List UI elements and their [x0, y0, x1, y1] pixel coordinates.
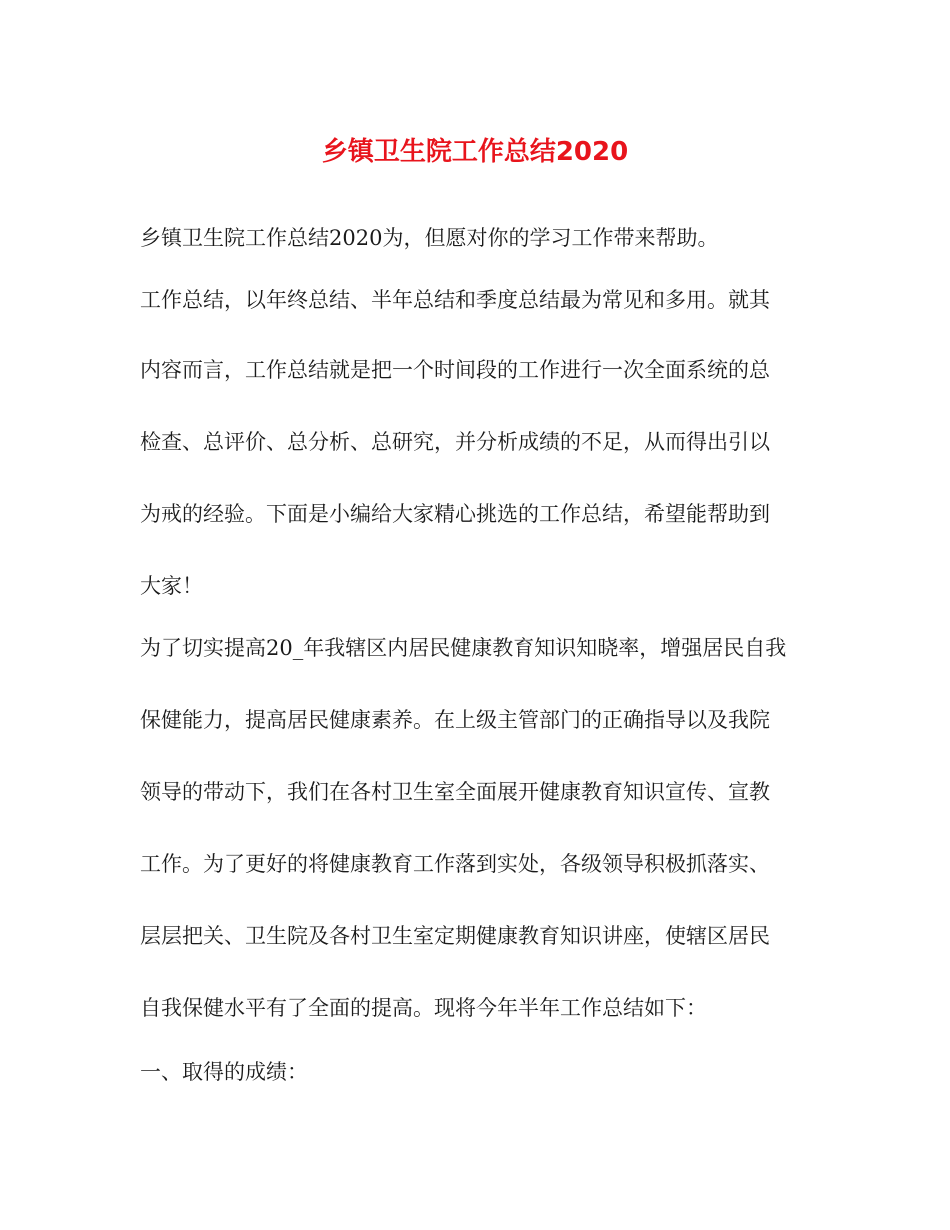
- section-heading: 一、取得的成绩：: [140, 1060, 308, 1084]
- paragraph-line: 工作。为了更好的将健康教育工作落到实处，各级领导积极抓落实、: [140, 852, 770, 876]
- intro-line: 乡镇卫生院工作总结2020为，但愿对你的学习工作带来帮助。: [140, 226, 719, 250]
- paragraph-line: 工作总结，以年终总结、半年总结和季度总结最为常见和多用。就其: [140, 288, 770, 312]
- paragraph-line: 领导的带动下，我们在各村卫生室全面展开健康教育知识宣传、宣教: [140, 780, 770, 804]
- paragraph-line: 大家！: [140, 574, 203, 598]
- paragraph-line: 内容而言，工作总结就是把一个时间段的工作进行一次全面系统的总: [140, 358, 770, 382]
- paragraph-line: 为戒的经验。下面是小编给大家精心挑选的工作总结，希望能帮助到: [140, 502, 770, 526]
- paragraph-line: 检查、总评价、总分析、总研究，并分析成绩的不足，从而得出引以: [140, 430, 770, 454]
- paragraph-line: 自我保健水平有了全面的提高。现将今年半年工作总结如下：: [140, 996, 707, 1020]
- document-title: 乡镇卫生院工作总结2020: [321, 137, 629, 167]
- paragraph-line: 层层把关、卫生院及各村卫生室定期健康教育知识讲座，使辖区居民: [140, 924, 770, 948]
- paragraph-line: 为了切实提高20_年我辖区内居民健康教育知识知晓率，增强居民自我: [140, 636, 787, 660]
- paragraph-line: 保健能力，提高居民健康素养。在上级主管部门的正确指导以及我院: [140, 708, 770, 732]
